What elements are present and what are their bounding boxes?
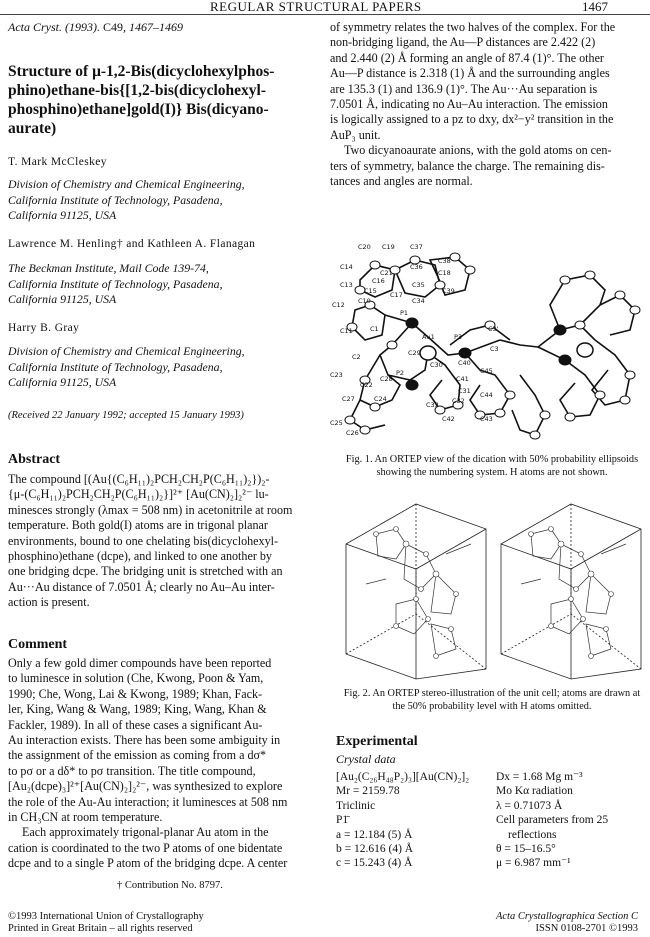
author-2: Lawrence M. Henling† and Kathleen A. Flanagan	[8, 238, 256, 250]
atom-label-c1: C1	[370, 325, 379, 333]
fig1-ortep-diagram	[330, 235, 648, 450]
atom-label-c16: C16	[372, 277, 385, 285]
atom-label-c36: C36	[410, 263, 423, 271]
fig2-unit-cell-stereo	[336, 484, 648, 684]
atom-label-p3: P3	[454, 333, 463, 341]
atom-label-c27: C27	[342, 395, 355, 403]
atom-label-c45: C45	[480, 367, 493, 375]
atom-label-c41: C41	[456, 375, 469, 383]
journal-footer: Acta Crystallographica Section C ISSN 0108-2701 ©1993	[495, 911, 638, 934]
atom-label-c33: C33	[426, 401, 439, 409]
running-header	[0, 0, 650, 15]
running-title: REGULAR STRUCTURAL PAPERS	[210, 0, 422, 14]
atom-label-au1: Au1	[422, 333, 435, 341]
atom-label-c19: C19	[382, 243, 395, 251]
atom-label-c42: C42	[442, 415, 455, 423]
atom-label-c38: C38	[438, 257, 451, 265]
atom-label-c40: C40	[458, 359, 471, 367]
atom-label-c12: C12	[332, 301, 345, 309]
atom-label-c43: C43	[480, 415, 493, 423]
comment-body: Only a few gold dimer compounds have been reported to luminesce in solution (Che, Kwong, Poon & Yam, 1990; Che, Wong, Lai & Kwong, 1989; Khan, Fack- ler, King, Wang & Wang, 1989; King, Wang, Khan & Fackler, 1989). In all of these cases a significant Au- Au interaction exists. There has been some ambiguity in the assignment of the emission as coming from a dσ* to pσ or a dδ* to pσ transition. The title compound, [Au₂(dcpe)₃]²⁺[Au(CN)₂]₂²⁻, was synthesized to explore the role of the Au-Au interaction; it luminesces at 508 nm in CH₃CN at room temperature. Each approximately trigonal-planar Au atom in the cation is coordinated to the two P atoms of one bidentate dcpe and to a single P atom of the bridging dcpe. A center	[8, 656, 288, 871]
atom-label-c22: C22	[360, 381, 373, 389]
atom-label-c13: C13	[340, 281, 353, 289]
atom-label-c37: C37	[410, 243, 423, 251]
atom-label-c23: C23	[330, 371, 343, 379]
affiliation-3: Division of Chemistry and Chemical Engineering, California Institute of Technology, Pasadena, California 91125, USA	[8, 344, 245, 389]
atom-label-c32: C32	[452, 397, 465, 405]
fig1-caption: Fig. 1. An ORTEP view of the dication with 50% probability ellipsoids showing the numbering system. H atoms are not shown.	[345, 454, 639, 478]
atom-label-c31: C31	[458, 387, 471, 395]
atom-label-c34: C34	[412, 297, 425, 305]
author-1: T. Mark McCleskey	[8, 156, 107, 168]
atom-label-c44: C44	[480, 391, 493, 399]
atom-label-c3: C3	[490, 345, 499, 353]
received-dates: (Received 22 January 1992; accepted 15 January 1993)	[8, 410, 244, 421]
atom-label-c3p: C3'	[488, 325, 499, 333]
atom-label-c21: C21	[380, 269, 393, 277]
abstract-heading: Abstract	[8, 452, 61, 467]
atom-label-c2: C2	[352, 353, 361, 361]
atom-label-c25: C25	[330, 419, 343, 427]
atom-label-c14: C14	[340, 263, 353, 271]
citation: Acta Cryst. (1993). C49, 1467–1469	[8, 20, 184, 34]
atom-label-c30: C30	[430, 361, 443, 369]
atom-label-c24: C24	[374, 395, 387, 403]
atom-label-c11: C11	[340, 327, 353, 335]
experimental-heading: Experimental	[336, 734, 418, 749]
atom-label-c17: C17	[390, 291, 403, 299]
affiliation-1: Division of Chemistry and Chemical Engineering, California Institute of Technology, Pasadena, California 91125, USA	[8, 177, 245, 222]
abstract-body: The compound [(Au{(C₆H₁₁)₂PCH₂CH₂P(C₆H₁₁)₂})₂- {μ-(C₆H₁₁)₂PCH₂CH₂P(C₆H₁₁)₂}]²⁺ [Au(CN)₂]₂²⁻ lu- minesces strongly (λmax = 508 nm) in acetonitrile at room temperature. Both gold(I) atoms are in trigonal planar environments, bound to one chelating bis(dicyclohexyl- phosphino)ethane (dcpe), and linked to one another by one bridging dcpe. The bridging unit is stretched with an Au···Au distance of 7.0501 Å; clearly no Au–Au inter- action is present.	[8, 472, 293, 610]
atom-label-c29: C29	[408, 349, 421, 357]
atom-label-c18: C18	[438, 269, 451, 277]
atom-label-c15: C15	[364, 287, 377, 295]
atom-label-p1: P1	[400, 309, 409, 317]
footnote: † Contribution No. 8797.	[117, 880, 223, 891]
atom-label-c28: C28	[380, 375, 393, 383]
comment-continued: of symmetry relates the two halves of the complex. For the non-bridging ligand, the Au—P distances are 2.422 (2) and 2.440 (2) Å forming an angle of 87.4 (1)°. The other Au—P distance is 2.318 (1) Å and the surrounding angles are 135.3 (1) and 136.9 (1)°. The Au···Au separation is 7.0501 Å, indicating no Au–Au interaction. The emission is logically assigned to a pz to dxy, dx²−y² transition in the AuP₃ unit. Two dicyanoaurate anions, with the gold atoms on cen- ters of symmetry, balance the charge. The remaining dis- tances and angles are normal.	[330, 20, 616, 189]
copyright: ©1993 International Union of Crystallography Printed in Great Britain – all rights reserved	[8, 911, 204, 934]
crystal-data-subheading: Crystal data	[336, 752, 396, 766]
atom-label-c35: C35	[412, 281, 425, 289]
fig2-caption: Fig. 2. An ORTEP stereo-illustration of the unit cell; atoms are drawn at the 50% probability level with H atoms omitted.	[343, 688, 641, 712]
atom-label-c26: C26	[346, 429, 359, 437]
atom-label-c39: C39	[442, 287, 455, 295]
author-3: Harry B. Gray	[8, 322, 80, 334]
atom-label-c10: C10	[358, 297, 371, 305]
crystal-data-table: [Au₂(C₂₆H₄₈P₂)₃][Au(CN)₂]₂ Dx = 1.68 Mg m⁻³ Mr = 2159.78 Mo Kα radiation Triclinic λ = 0.71073 Å P1̄ Cell parameters from 25 a = 12.184 (5) Å reflections b = 12.616 (4) Å θ = 15–16.5° c = 15.243 (4) Å μ = 6.987 mm⁻¹	[336, 771, 609, 870]
page-number: 1467	[582, 0, 608, 14]
affiliation-2: The Beckman Institute, Mail Code 139-74, California Institute of Technology, Pasadena, California 91125, USA	[8, 261, 223, 306]
paper-title: Structure of μ-1,2-Bis(dicyclohexylphos- phino)ethane-bis{[1,2-bis(dicyclohexyl- phosphino)ethane]gold(I)} Bis(dicyano- aurate)	[8, 63, 275, 137]
comment-heading: Comment	[8, 637, 68, 652]
atom-label-c20: C20	[358, 243, 371, 251]
atom-label-p2: P2	[396, 369, 405, 377]
